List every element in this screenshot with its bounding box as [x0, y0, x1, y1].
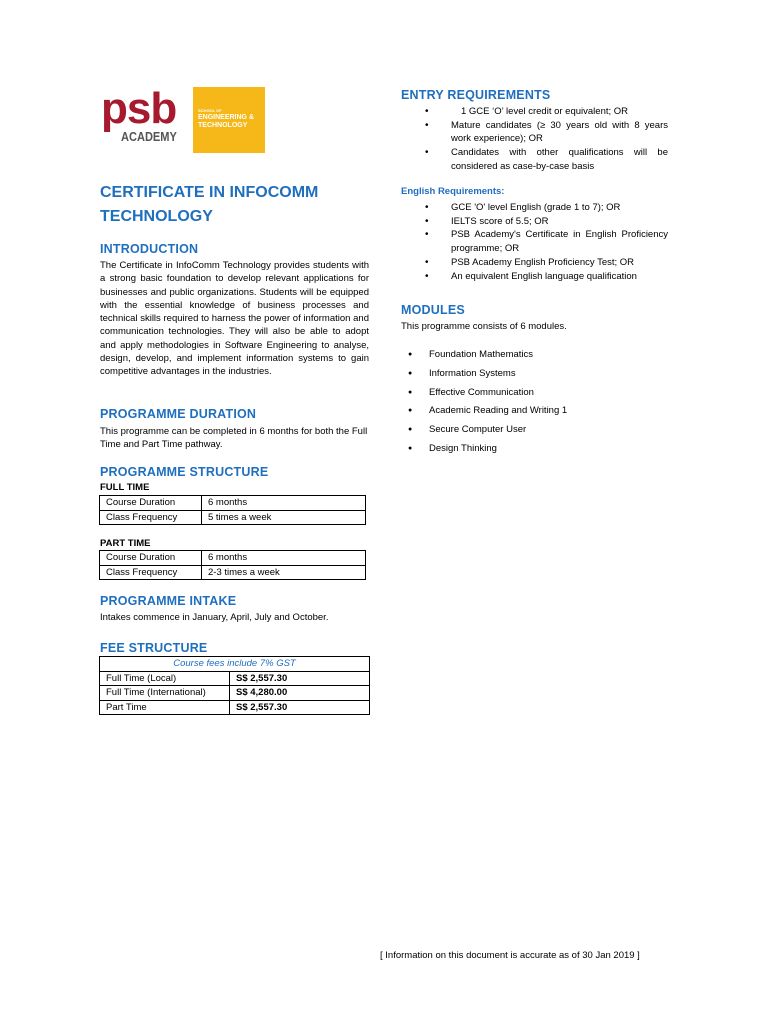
- table-cell: 6 months: [202, 496, 366, 511]
- list-item: • 1 GCE ‘O’ level credit or equivalent; OR: [425, 105, 668, 119]
- module-item: ● Foundation Mathematics: [404, 348, 664, 367]
- table-cell: Course Duration: [100, 496, 202, 511]
- introduction-heading: INTRODUCTION: [100, 242, 199, 256]
- entry-heading: ENTRY REQUIREMENTS: [401, 88, 551, 102]
- table-row: [100, 510, 366, 525]
- table-cell: 5 times a week: [202, 510, 366, 525]
- document-title: CERTIFICATE IN INFOCOMM TECHNOLOGY: [100, 184, 319, 225]
- psb-academy-logo: [101, 84, 265, 153]
- list-item: • Mature candidates (≥ 30 years old with 8 years work experience); OR: [425, 119, 668, 146]
- modules-list: [404, 348, 664, 461]
- fee-caption: Course fees include 7% GST: [100, 657, 370, 672]
- fee-table: [99, 656, 370, 715]
- duration-text: This programme can be completed in 6 months for both the Full Time and Part Time pathway.: [100, 426, 368, 451]
- table-row: [100, 657, 370, 672]
- school-badge-school: SCHOOL OF: [198, 108, 222, 113]
- introduction-text: The Certificate in InfoComm Technology provides students with a strong basic foundation to develop relevant applications for businesses and public organizations. Students will be equipped with the essential knowledge of business processes and technical skills required to harness the power of information and communication technologies. They will also be able to adopt and apply methodologies in Software Engineering to analyse, design, develop, and implement information systems to gain competitive advantages in the industries.: [100, 260, 369, 378]
- part-time-label: PART TIME: [100, 538, 151, 549]
- module-item: ● Academic Reading and Writing 1: [404, 404, 664, 423]
- table-cell: Class Frequency: [100, 565, 202, 580]
- table-row: [100, 700, 370, 715]
- fee-heading: FEE STRUCTURE: [100, 641, 208, 655]
- list-item: • Candidates with other qualifications will be considered as case-by-case basis: [425, 146, 668, 173]
- table-row: [100, 671, 370, 686]
- table-cell: S$ 4,280.00: [230, 686, 370, 701]
- table-cell: Course Duration: [100, 551, 202, 566]
- structure-heading: PROGRAMME STRUCTURE: [100, 465, 269, 479]
- table-cell: S$ 2,557.30: [230, 700, 370, 715]
- table-cell: S$ 2,557.30: [230, 671, 370, 686]
- intake-heading: PROGRAMME INTAKE: [100, 594, 237, 608]
- list-item: • An equivalent English language qualification: [425, 270, 668, 284]
- table-row: [100, 551, 366, 566]
- english-requirements-heading: English Requirements:: [401, 186, 505, 197]
- school-badge-engineering: ENGINEERING &: [198, 114, 255, 121]
- accuracy-note: [ Information on this document is accurate as of 30 Jan 2019 ]: [380, 950, 640, 961]
- table-cell: Class Frequency: [100, 510, 202, 525]
- list-item: • IELTS score of 5.5; OR: [425, 215, 668, 229]
- english-requirements-list: [425, 201, 668, 283]
- school-badge-technology: TECHNOLOGY: [198, 122, 248, 129]
- list-item: • GCE 'O' level English (grade 1 to 7); OR: [425, 201, 668, 215]
- duration-heading: PROGRAMME DURATION: [100, 407, 257, 421]
- logo-psb-text: psb: [101, 84, 177, 133]
- table-row: [100, 565, 366, 580]
- intake-text: Intakes commence in January, April, July and October.: [100, 612, 329, 623]
- table-cell: Part Time: [100, 700, 230, 715]
- table-cell: Full Time (International): [100, 686, 230, 701]
- full-time-label: FULL TIME: [100, 482, 150, 493]
- module-item: ● Effective Communication: [404, 386, 664, 405]
- part-time-table: [99, 550, 366, 580]
- table-row: [100, 686, 370, 701]
- module-item: ● Information Systems: [404, 367, 664, 386]
- school-badge: [193, 87, 265, 153]
- table-cell: Full Time (Local): [100, 671, 230, 686]
- list-item: • PSB Academy English Proficiency Test; OR: [425, 256, 668, 270]
- module-item: ● Design Thinking: [404, 442, 664, 461]
- modules-heading: MODULES: [401, 303, 465, 317]
- entry-list: [425, 105, 668, 174]
- full-time-table: [99, 495, 366, 525]
- list-item: • PSB Academy's Certificate in English Proficiency programme; OR: [425, 228, 668, 255]
- module-item: ● Secure Computer User: [404, 423, 664, 442]
- table-cell: 2-3 times a week: [202, 565, 366, 580]
- logo-academy-text: ACADEMY: [121, 129, 177, 144]
- table-cell: 6 months: [202, 551, 366, 566]
- table-row: [100, 496, 366, 511]
- modules-intro: This programme consists of 6 modules.: [401, 321, 567, 332]
